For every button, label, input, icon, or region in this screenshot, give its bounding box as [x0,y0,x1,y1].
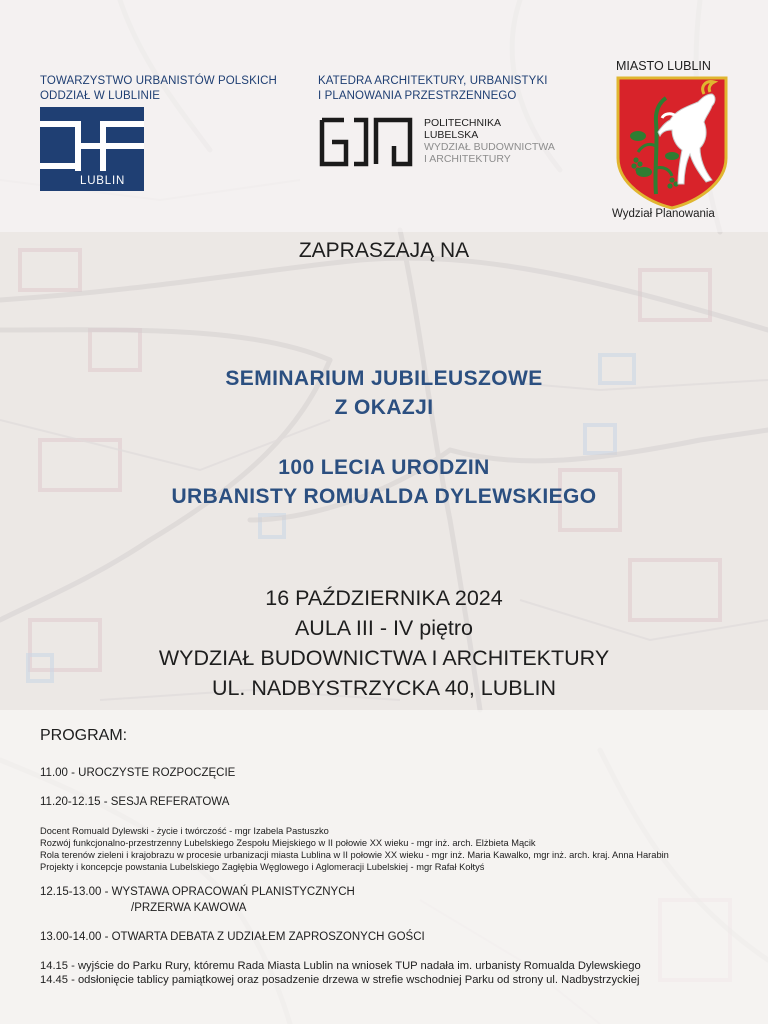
ba-organizer [318,74,608,174]
city-caption: Wydział Planowania [612,208,715,220]
program-item-opening: 11.00 - UROCZYSTE ROZPOCZĘCIE [40,767,236,779]
tup-name-line2: ODDZIAŁ W LUBLINIE [40,90,161,102]
event-address: UL. NADBYSTRZYCKA 40, LUBLIN [211,676,557,700]
program-item-break: /PRZERWA KAWOWA [131,902,247,914]
ba-logo-text1: POLITECHNIKA [424,117,502,129]
tup-logo [40,107,144,191]
program-talk: Rozwój funkcjonalno-przestrzenny Lubelskiego Zespołu Miejskiego w II połowie XX wieku - mgr inż. arch. Elżbieta Mącik [40,838,536,848]
tup-logo-caption: LUBLIN [80,175,126,187]
program-talk: Projekty i koncepcje powstania Lubelskiego Zagłębia Węglowego i Aglomeracji Lubelskiej - mgr Rafał Kołtyś [40,862,485,872]
ba-logo-text2: LUBELSKA [424,129,479,141]
headline-line1: SEMINARIUM JUBILEUSZOWE [225,367,543,390]
program-item-session: 11.20-12.15 - SESJA REFERATOWA [40,796,230,808]
program-talk: Rola terenów zieleni i krajobrazu w procesie urbanizacji miasta Lublina w II połowie XX wieku - mgr inż. Maria Kawalko, mgr inż. arch. kraj. Anna Harabin [40,850,669,860]
invite-text: ZAPRASZAJĄ NA [298,239,470,262]
headline-line3: 100 LECIA URODZIN [278,456,490,479]
program-title: PROGRAM: [40,727,128,744]
coat-of-arms [616,76,728,210]
event-date: 16 PAŹDZIERNIKA 2024 [265,586,503,610]
ba-logo-text4: I ARCHITEKTURY [424,153,511,165]
tup-organizer [40,74,300,194]
program-item-park-walk: 14.15 - wyjście do Parku Rury, któremu Rada Miasta Lublin na wniosek TUP nadała im. urbanisty Romualda Dylewskiego [40,960,641,972]
city-title: MIASTO LUBLIN [616,59,711,73]
program-item-exhibition: 12.15-13.00 - WYSTAWA OPRACOWAŃ PLANISTYCZNYCH [40,886,355,898]
headline-line4: URBANISTY ROMUALDA DYLEWSKIEGO [171,485,597,508]
program-item-debate: 13.00-14.00 - OTWARTA DEBATA Z UDZIAŁEM ZAPROSZONYCH GOŚCI [40,931,425,943]
program-talk: Docent Romuald Dylewski - życie i twórczość - mgr Izabela Pastuszko [40,826,329,836]
tup-name-line1: TOWARZYSTWO URBANISTÓW POLSKICH [40,75,277,87]
ba-name-line1: KATEDRA ARCHITEKTURY, URBANISTYKI [318,75,548,87]
city-organizer [606,58,738,228]
ba-logo-text3: WYDZIAŁ BUDOWNICTWA [424,141,555,153]
headline-line2: Z OKAZJI [334,396,434,419]
event-room: AULA III - IV piętro [294,616,474,640]
ba-name-line2: I PLANOWANIA PRZESTRZENNEGO [318,90,517,102]
event-faculty: WYDZIAŁ BUDOWNICTWA I ARCHITEKTURY [158,646,610,670]
ba-logo-mark [318,116,416,168]
program-item-plaque: 14.45 - odsłonięcie tablicy pamiątkowej oraz posadzenie drzewa w strefie wschodniej Parku od strony ul. Nadbystrzyckiej [40,974,640,986]
